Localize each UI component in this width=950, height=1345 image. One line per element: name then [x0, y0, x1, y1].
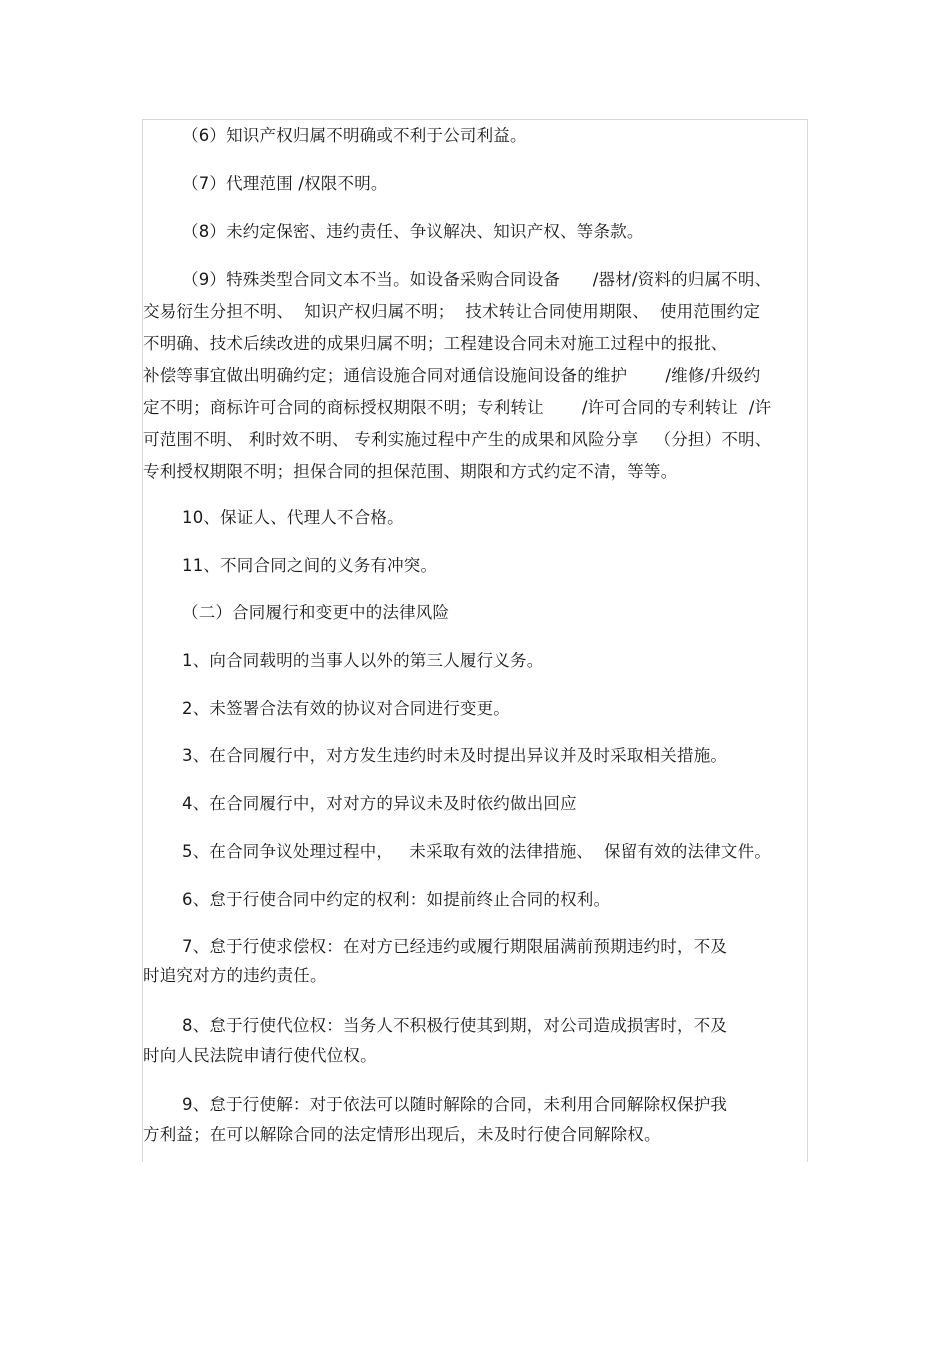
- paragraph-9-line-6: 可范围不明、 利时效不明、 专利实施过程中产生的成果和风险分享 （分担）不明、: [143, 430, 772, 449]
- item-7-line-1: 7、怠于行使求偿权：在对方已经违约或履行期限届满前预期违约时，不及: [182, 937, 728, 956]
- section-heading: （二）合同履行和变更中的法律风险: [182, 603, 450, 622]
- paragraph-9-line-5: 定不明；商标许可合同的商标授权期限不明；专利转让 /许可合同的专利转让 /许: [143, 398, 772, 417]
- item-7-line-2: 时追究对方的违约责任。: [143, 966, 327, 985]
- paragraph-9-line-4: 补偿等事宜做出明确约定；通信设施合同对通信设施间设备的维护 /维修/升级约: [143, 366, 761, 385]
- item-5: 5、在合同争议处理过程中， 未采取有效的法律措施、 保留有效的法律文件。: [182, 842, 772, 861]
- item-8-line-2: 时向人民法院申请行使代位权。: [143, 1046, 377, 1065]
- item-8-line-1: 8、怠于行使代位权：当务人不积极行使其到期，对公司造成损害时，不及: [182, 1016, 728, 1035]
- paragraph-8: （8）未约定保密、违约责任、争议解决、知识产权、等条款。: [182, 222, 644, 241]
- item-9-line-1: 9、怠于行使解：对于依法可以随时解除的合同，未利用合同解除权保护我: [182, 1095, 728, 1114]
- paragraph-7: （7）代理范围 /权限不明。: [182, 174, 388, 193]
- paragraph-11: 11、不同合同之间的义务有冲突。: [182, 556, 438, 575]
- paragraph-9-line-1: （9）特殊类型合同文本不当。如设备采购合同设备 /器材/资料的归属不明、: [182, 270, 772, 289]
- paragraph-6: （6）知识产权归属不明确或不利于公司利益。: [182, 126, 527, 145]
- item-3: 3、在合同履行中，对方发生违约时未及时提出异议并及时采取相关措施。: [182, 746, 728, 765]
- paragraph-9-line-2: 交易衍生分担不明、 知识产权归属不明； 技术转让合同使用期限、 使用范围约定: [143, 302, 761, 321]
- item-6: 6、怠于行使合同中约定的权利：如提前终止合同的权利。: [182, 890, 611, 909]
- paragraph-9-line-3: 不明确、技术后续改进的成果归属不明；工程建设合同未对施工过程中的报批、: [143, 334, 728, 353]
- paragraph-10: 10、保证人、代理人不合格。: [182, 508, 404, 527]
- item-2: 2、未签署合法有效的协议对合同进行变更。: [182, 699, 510, 718]
- item-9-line-2: 方利益；在可以解除合同的法定情形出现后，未及时行使合同解除权。: [143, 1125, 661, 1144]
- item-4: 4、在合同履行中，对对方的异议未及时依约做出回应: [182, 794, 577, 813]
- item-1: 1、向合同载明的当事人以外的第三人履行义务。: [182, 651, 544, 670]
- paragraph-9-line-7: 专利授权期限不明；担保合同的担保范围、期限和方式约定不清，等等。: [143, 462, 678, 481]
